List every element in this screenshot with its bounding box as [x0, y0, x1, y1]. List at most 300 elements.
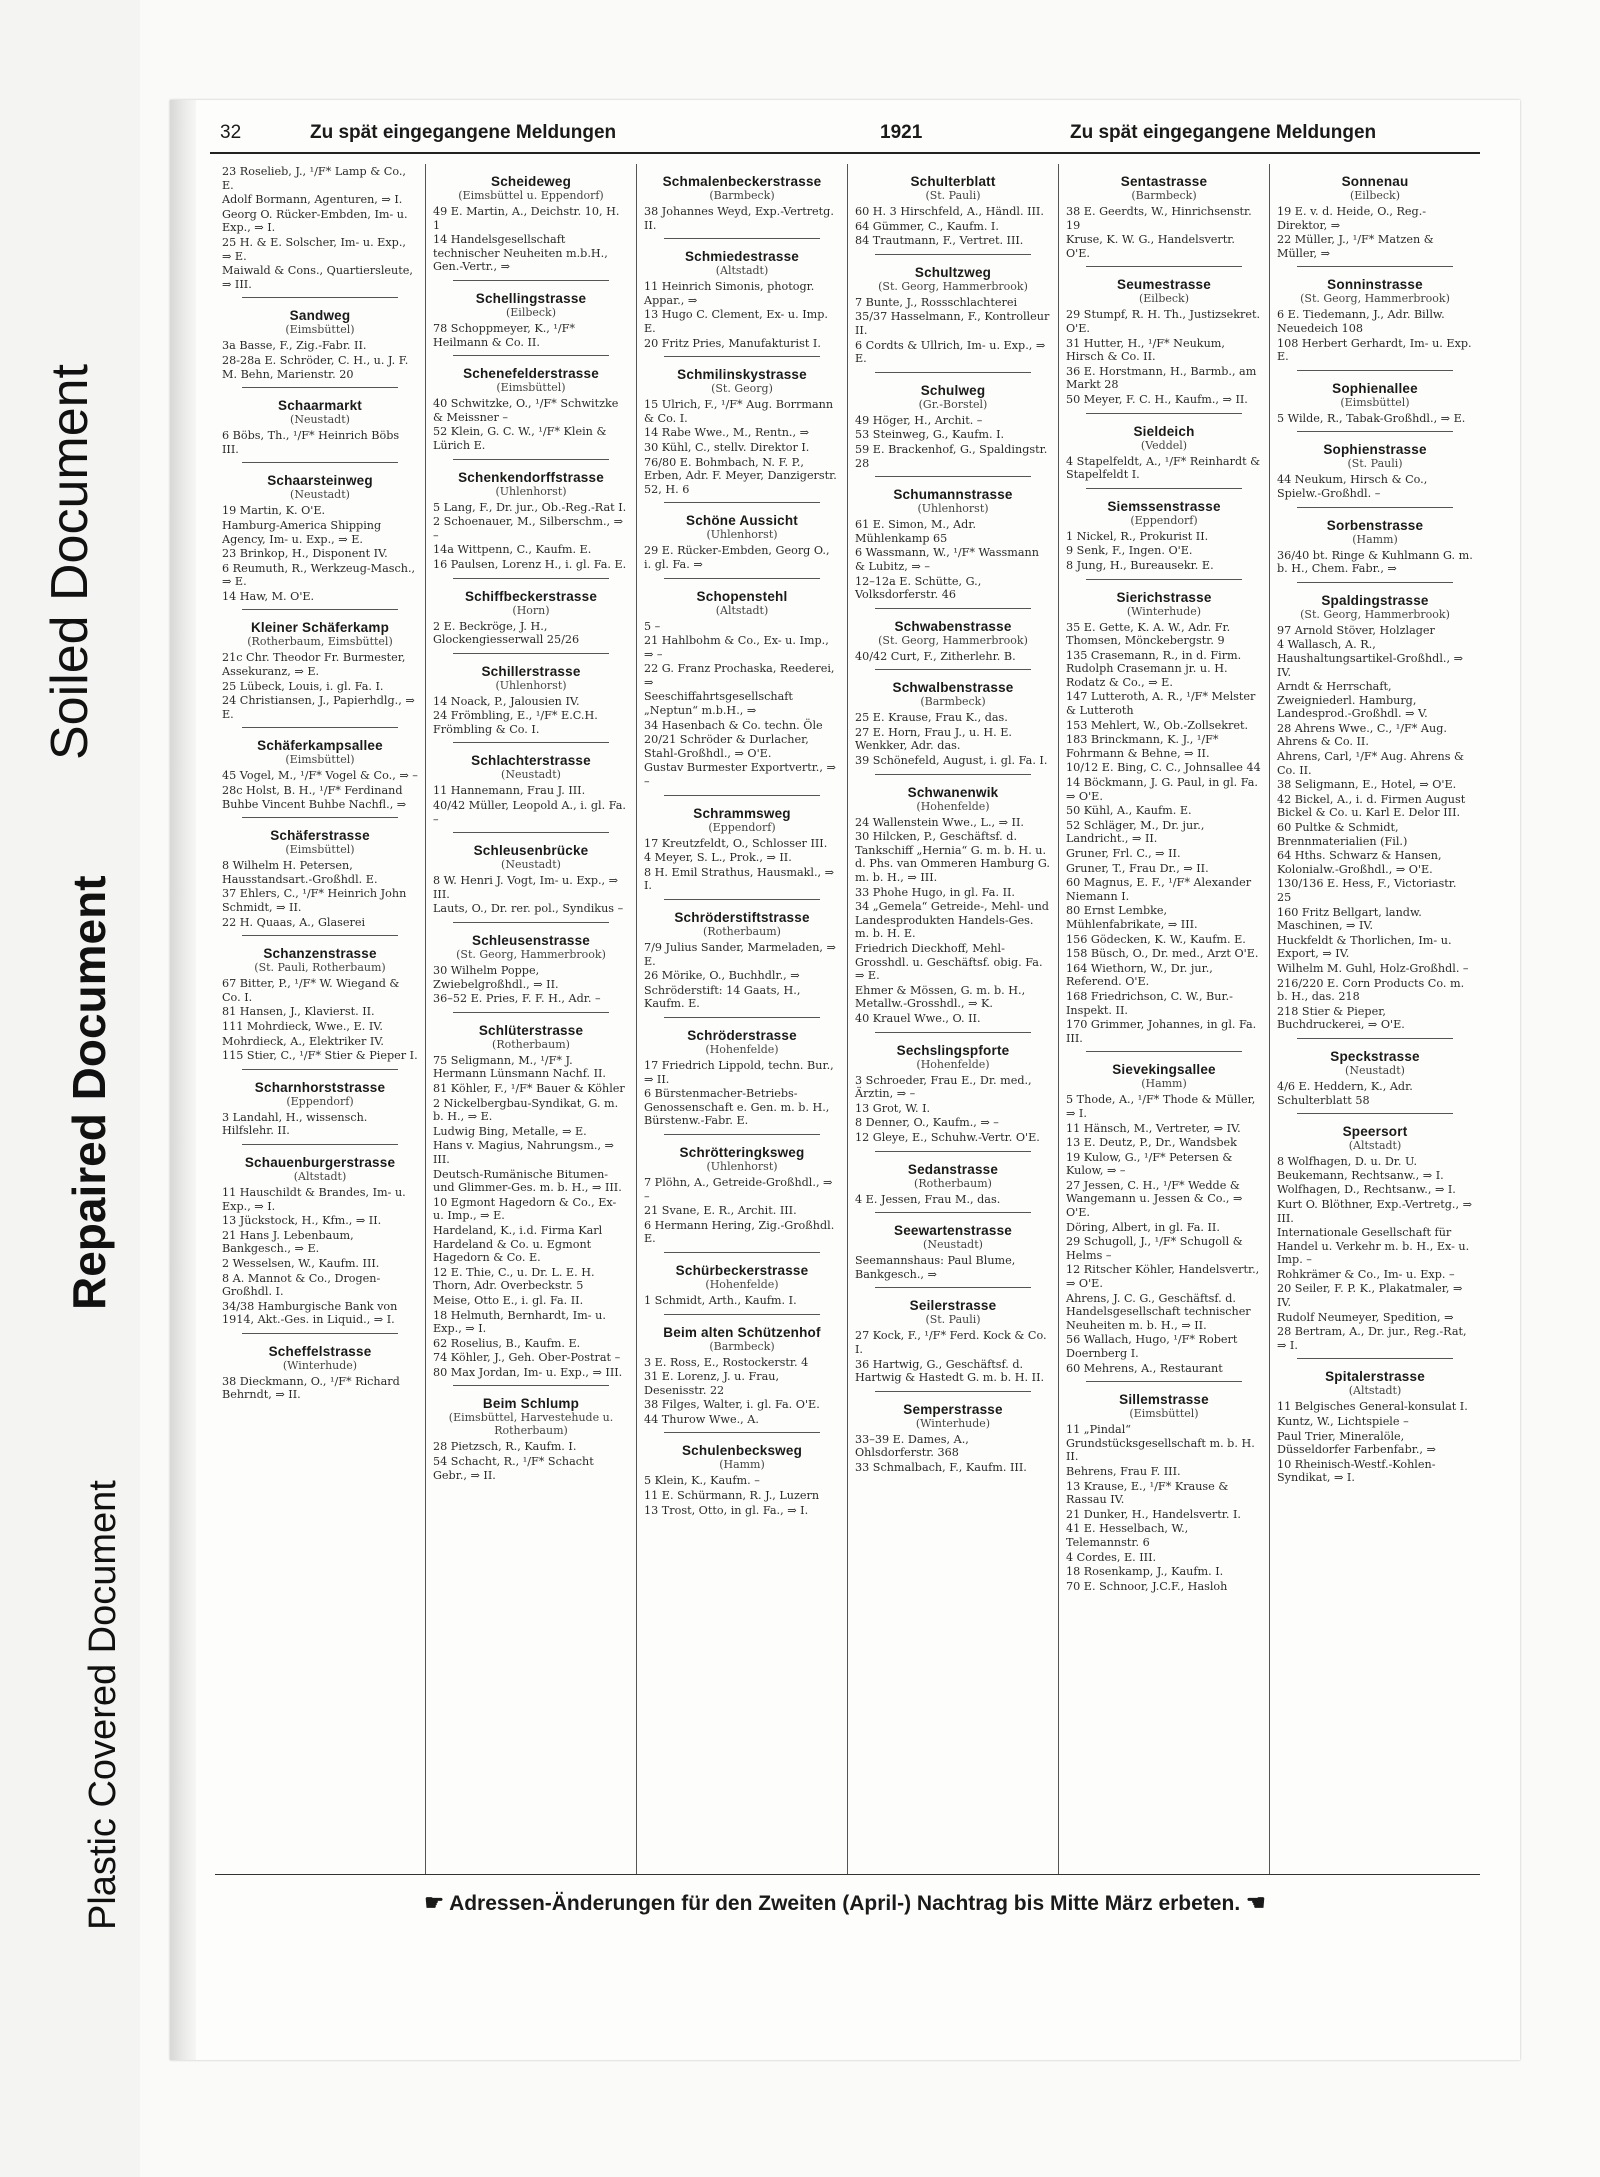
- street-heading: Schwanenwik: [907, 784, 999, 800]
- directory-entry: 216/220 E. Corn Products Co. m. b. H., das. 218: [1277, 976, 1465, 1004]
- district-label: (Uhlenhorst): [706, 528, 778, 542]
- directory-entry: 164 Wiethorn, W., Dr. jur., Referend. O'E.: [1066, 961, 1213, 989]
- directory-column: [215, 164, 426, 1874]
- directory-entry: Seeschiffahrtsgesellschaft „Neptun“ m.b.H., ⇒: [644, 690, 793, 718]
- street-heading: Beim alten Schützenhof: [663, 1324, 821, 1340]
- directory-entry: 25 H. & E. Solscher, Im- u. Exp., ⇒ E.: [222, 235, 406, 263]
- pointing-hand-icon: ☛: [424, 1890, 444, 1915]
- directory-column: [637, 164, 848, 1874]
- street-heading: Speersort: [1342, 1124, 1408, 1140]
- district-label: (Winterhude): [915, 1416, 991, 1430]
- district-label: (Rotherbaum): [914, 1176, 992, 1190]
- directory-entry: 60 Mehrens, A., Restaurant: [1066, 1361, 1223, 1375]
- directory-entry: Hamburg-America Shipping Agency, Im- u. Exp., ⇒ E.: [222, 518, 382, 546]
- directory-entry: 30 Wilhelm Poppe, Zwiebelgroßhdl., ⇒ II.: [433, 964, 559, 991]
- directory-entry: 40/42 Müller, Leopold A., i. gl. Fa. –: [433, 799, 626, 826]
- directory-entry: 183 Brinckmann, K. J., ¹/F* Fohrmann & Behne, ⇒ II.: [1066, 733, 1219, 760]
- directory-entry: 27 Kock, F., ¹/F* Ferd. Kock & Co. I.: [855, 1329, 1047, 1356]
- directory-entry: 28c Holst, B. H., ¹/F* Ferdinand Buhbe Vincent Buhbe Nachfl., ⇒: [222, 784, 407, 811]
- directory-entry: 25 Lübeck, Louis, i. gl. Fa. I.: [222, 679, 384, 693]
- directory-entry: 8 H. Emil Strathus, Hausmakl., ⇒ I.: [644, 865, 835, 893]
- district-label: (Hamm): [719, 1458, 765, 1472]
- section-divider: [664, 1134, 820, 1135]
- district-label: (Horn): [512, 603, 550, 617]
- street-heading: Scheffelstrasse: [268, 1343, 372, 1359]
- directory-entry: 19 E. v. d. Heide, O., Reg.-Direktor, ⇒: [1277, 205, 1427, 232]
- directory-entry: Paul Trier, Mineralöle, Düsseldorfer Farbenfabr., ⇒: [1277, 1429, 1436, 1457]
- section-divider: [453, 922, 609, 923]
- directory-entry: 8 Wolfhagen, D. u. Dr. U. Beukemann, Rechtsanw., ⇒ I.: [1277, 1155, 1444, 1182]
- directory-entry: 28 Pietzsch, R., Kaufm. I.: [433, 1440, 577, 1454]
- district-label: (Eilbeck): [505, 305, 557, 319]
- directory-entry: 70 E. Schnoor, J.C.F., Hasloh: [1066, 1579, 1228, 1593]
- section-divider: [242, 462, 398, 463]
- section-divider: [875, 608, 1031, 609]
- section-divider: [453, 578, 609, 579]
- street-heading: Schleusenstrasse: [471, 933, 591, 949]
- directory-entry: 22 Müller, J., ¹/F* Matzen & Müller, ⇒: [1277, 233, 1434, 260]
- directory-entry: 5 Wilde, R., Tabak-Großhdl., ⇒ E.: [1277, 411, 1466, 425]
- district-label: (Uhlenhorst): [706, 1159, 778, 1173]
- directory-entry: 38 Johannes Weyd, Exp.-Vertretg. II.: [644, 205, 834, 232]
- district-label: (Uhlenhorst): [917, 502, 989, 516]
- directory-entry: 31 Hutter, H., ¹/F* Neukum, Hirsch & Co. II.: [1066, 336, 1225, 364]
- street-heading: Kleiner Schäferkamp: [250, 620, 390, 636]
- district-label: (Altstadt): [715, 603, 769, 617]
- directory-entry: 23 Brinkop, H., Disponent IV.: [222, 547, 388, 561]
- section-divider: [1297, 582, 1453, 583]
- directory-entry: 12 Ritscher Köhler, Handelsvertr., ⇒ O'E.: [1066, 1263, 1260, 1291]
- directory-entry: 28 Ahrens Wwe., C., ¹/F* Aug. Ahrens & Co. II.: [1277, 721, 1447, 749]
- section-divider: [242, 297, 398, 298]
- directory-entry: 6 Cordts & Ullrich, Im- u. Exp., ⇒ E.: [855, 338, 1046, 366]
- directory-entry: 35 E. Gette, K. A. W., Adr. Fr. Thomsen, Mönckebergstr. 9: [1066, 620, 1231, 648]
- directory-entry: 64 Gümmer, C., Kaufm. I.: [855, 219, 999, 233]
- section-divider: [875, 372, 1031, 373]
- directory-entry: 37 Ehlers, C., ¹/F* Heinrich John Schmidt, ⇒ II.: [222, 887, 407, 914]
- section-divider: [664, 899, 820, 900]
- directory-entry: 17 Kreutzfeldt, O., Schlosser III.: [644, 836, 828, 850]
- section-divider: [664, 1017, 820, 1018]
- district-label: (Hohenfelde): [705, 1277, 779, 1291]
- street-heading: Seilerstrasse: [909, 1298, 997, 1314]
- directory-entry: 13 Krause, E., ¹/F* Krause & Rassau IV.: [1066, 1479, 1229, 1507]
- section-divider: [664, 1252, 820, 1253]
- stamp-soiled-document: Soiled Document: [41, 364, 99, 760]
- street-heading: Speckstrasse: [1330, 1048, 1420, 1064]
- directory-entry: 7/9 Julius Sander, Marmeladen, ⇒ E.: [644, 941, 836, 968]
- directory-entry: 24 Wallenstein Wwe., L., ⇒ II.: [855, 815, 1024, 829]
- district-label: (Altstadt): [1348, 1384, 1402, 1398]
- directory-entry: Ehmer & Mössen, G. m. b. H., Metallw.-Grosshdl., ⇒ K.: [855, 983, 1026, 1011]
- district-label: (Eilbeck): [1138, 292, 1190, 306]
- section-divider: [1297, 266, 1453, 267]
- directory-entry: 4 Wallasch, A. R., Haushaltungsartikel-Großhdl., ⇒ IV.: [1277, 638, 1463, 679]
- district-label: (Hohenfelde): [916, 1057, 990, 1071]
- directory-entry: 11 Hauschildt & Brandes, Im- u. Exp., ⇒ I.: [222, 1185, 406, 1213]
- directory-entry: 60 Magnus, E. F., ¹/F* Alexander Niemann I.: [1066, 876, 1252, 903]
- section-divider: [1086, 1051, 1242, 1052]
- directory-entry: Hans v. Magius, Nahrungsm., ⇒ III.: [433, 1139, 614, 1166]
- directory-entry: 20 Seiler, F. P. K., Plakatmaler, ⇒ IV.: [1277, 1282, 1463, 1310]
- directory-entry: 56 Wallach, Hugo, ¹/F* Robert Doernberg I.: [1066, 1333, 1238, 1360]
- directory-entry: 26 Mörike, O., Buchhdlr., ⇒: [644, 969, 800, 983]
- directory-entry: Deutsch-Rumänische Bitumen- und Glimmer-Ges. m. b. H., ⇒ III.: [433, 1167, 622, 1195]
- directory-column: [1059, 164, 1270, 1874]
- street-heading: Schillerstrasse: [481, 663, 581, 679]
- directory-entry: 24 Frömbling, E., ¹/F* E.C.H. Frömbling & Co. I.: [433, 709, 598, 736]
- directory-column: [1270, 164, 1480, 1874]
- district-label: (Neustadt): [1345, 1063, 1405, 1077]
- directory-entry: Maiwald & Cons., Quartiersleute, ⇒ III.: [222, 264, 413, 291]
- district-label: (Hamm): [1141, 1077, 1187, 1091]
- section-divider: [453, 459, 609, 460]
- directory-entry: 14 Haw, M. O'E.: [222, 589, 315, 603]
- page-header: [210, 118, 1480, 154]
- section-divider: [1297, 507, 1453, 508]
- directory-entry: 13 E. Deutz, P., Dr., Wandsbek: [1066, 1136, 1237, 1150]
- district-label: (Barmbeck): [920, 695, 986, 709]
- section-divider: [1297, 1038, 1453, 1039]
- street-heading: Schäferkampsallee: [257, 738, 383, 754]
- directory-entry: 156 Gödecken, K. W., Kaufm. E.: [1066, 932, 1246, 946]
- section-divider: [1297, 1113, 1453, 1114]
- directory-entry: Ahrens, Carl, ¹/F* Aug. Ahrens & Co. II.: [1277, 750, 1465, 777]
- directory-entry: 14 Handelsgesellschaft technischer Neuheiten m.b.H., Gen.-Vertr., ⇒: [433, 233, 608, 274]
- directory-entry: 59 E. Brackenhof, G., Spaldingstr. 28: [855, 442, 1048, 470]
- directory-entry: 10 Egmont Hagedorn & Co., Ex- u. Imp., ⇒ E.: [433, 1195, 617, 1223]
- street-heading: Sierichstrasse: [1116, 589, 1212, 605]
- directory-columns: [215, 164, 1480, 1875]
- street-heading: Schmiedestrasse: [684, 249, 800, 265]
- directory-entry: 80 Ernst Lembke, Mühlenfabrikate, ⇒ III.: [1066, 904, 1198, 931]
- district-label: (Winterhude): [282, 1358, 358, 1372]
- street-heading: Schlüterstrasse: [478, 1022, 584, 1038]
- district-label: (Eimsbüttel): [1340, 395, 1410, 409]
- pointing-hand-icon: ☚: [1246, 1890, 1266, 1915]
- header-title-right: Zu spät eingegangene Meldungen: [1070, 122, 1377, 143]
- directory-entry: Wilhelm M. Guhl, Holz-Großhdl. –: [1277, 961, 1469, 975]
- directory-entry: 25 E. Krause, Frau K., das.: [855, 711, 1008, 725]
- district-label: (Eppendorf): [1130, 513, 1198, 527]
- directory-entry: 39 Schönefeld, August, i. gl. Fa. I.: [855, 754, 1048, 768]
- district-label: (St. Georg, Hammerbrook): [1300, 607, 1450, 621]
- directory-entry: 81 Hansen, J., Klavierst. II.: [222, 1005, 375, 1019]
- directory-entry: 29 Stumpf, R. H. Th., Justizsekret. O'E.: [1066, 308, 1261, 335]
- section-divider: [875, 1212, 1031, 1213]
- directory-entry: 33 Schmalbach, F., Kaufm. III.: [855, 1460, 1027, 1474]
- district-label: (Veddel): [1140, 438, 1188, 452]
- directory-column: [426, 164, 637, 1874]
- section-divider: [875, 774, 1031, 775]
- directory-entry: 12 E. Thie, C., u. Dr. L. E. H. Thorn, Adr. Overbeckstr. 5: [433, 1265, 595, 1293]
- directory-entry: 2 Wesselsen, W., Kaufm. III.: [222, 1256, 380, 1270]
- section-divider: [242, 727, 398, 728]
- directory-entry: 49 Höger, H., Archit. –: [855, 413, 983, 427]
- district-label: (Altstadt): [293, 1169, 347, 1183]
- header-year: 1921: [880, 122, 923, 143]
- directory-entry: 81 Köhler, F., ¹/F* Bauer & Köhler: [433, 1082, 625, 1095]
- district-label: (Neustadt): [501, 858, 561, 872]
- section-divider: [664, 502, 820, 503]
- directory-entry: Hardeland, K., i.d. Firma Karl Hardeland & Co. u. Egmont Hagedorn & Co. E.: [433, 1223, 603, 1265]
- directory-entry: 147 Lutteroth, A. R., ¹/F* Melster & Lutteroth: [1066, 690, 1256, 718]
- street-heading: Sorbenstrasse: [1326, 517, 1424, 533]
- directory-entry: Huckfeldt & Thorlichen, Im- u. Export, ⇒ IV.: [1277, 933, 1452, 961]
- directory-entry: 1 Schmidt, Arth., Kaufm. I.: [644, 1293, 797, 1307]
- directory-entry: Mohrdieck, A., Elektriker IV.: [222, 1034, 384, 1048]
- directory-entry: 60 H. 3 Hirschfeld, A., Händl. III.: [855, 205, 1044, 218]
- section-divider: [1297, 370, 1453, 371]
- street-heading: Schäferstrasse: [270, 828, 370, 844]
- section-divider: [453, 280, 609, 281]
- directory-entry: 8 Jung, H., Bureausekr. E.: [1066, 558, 1214, 572]
- street-heading: Spaldingstrasse: [1321, 592, 1429, 608]
- section-divider: [1086, 266, 1242, 267]
- directory-entry: 11 Hänsch, M., Vertreter, ⇒ IV.: [1066, 1121, 1241, 1135]
- directory-entry: 40 Schwitzke, O., ¹/F* Schwitzke & Meissner –: [433, 397, 619, 424]
- district-label: (Eppendorf): [286, 1094, 354, 1108]
- street-heading: Sillemstrasse: [1119, 1392, 1209, 1408]
- district-label: (Eppendorf): [708, 820, 776, 834]
- directory-entry: 12 Gleye, E., Schuhw.-Vertr. O'E.: [855, 1130, 1040, 1144]
- section-divider: [875, 1287, 1031, 1288]
- district-label: (Rotherbaum): [492, 1037, 570, 1051]
- district-label: (St. Georg): [711, 382, 773, 396]
- directory-entry: 20/21 Schröder & Durlacher, Stahl-Großhdl., ⇒ O'E.: [644, 733, 809, 760]
- street-heading: Spitalerstrasse: [1325, 1369, 1425, 1385]
- directory-entry: 3 E. Ross, E., Rostockerstr. 4: [644, 1355, 809, 1369]
- directory-entry: 16 Paulsen, Lorenz H., i. gl. Fa. E.: [433, 557, 627, 571]
- directory-entry: 29 E. Rücker-Embden, Georg O., i. gl. Fa. ⇒: [644, 544, 830, 571]
- district-label: (Eimsbüttel): [285, 843, 355, 857]
- section-divider: [1086, 579, 1242, 580]
- section-divider: [242, 817, 398, 818]
- directory-entry: 52 Schläger, M., Dr. jur., Landricht., ⇒ II.: [1066, 818, 1205, 846]
- directory-entry: Rohkrämer & Co., Im- u. Exp. –: [1277, 1267, 1455, 1281]
- street-heading: Beim Schlump: [482, 1396, 580, 1412]
- district-label: (Neustadt): [290, 488, 350, 502]
- directory-entry: 27 E. Horn, Frau J., u. H. E. Wenkker, Adr. das.: [855, 725, 1012, 753]
- directory-entry: 3 Landahl, H., wissensch. Hilfslehr. II.: [222, 1110, 368, 1138]
- directory-entry: 21 Hans J. Lebenbaum, Bankgesch., ⇒ E.: [222, 1228, 354, 1256]
- directory-entry: Döring, Albert, in gl. Fa. II.: [1066, 1220, 1220, 1234]
- directory-entry: 11 Heinrich Simonis, photogr. Appar., ⇒: [644, 280, 815, 307]
- directory-entry: 28-28a E. Schröder, C. H., u. J. F. M. Behn, Marienstr. 20: [222, 353, 409, 381]
- directory-entry: 153 Mehlert, W., Ob.-Zollsekret.: [1066, 718, 1249, 732]
- stamp-repaired-document: Repaired Document: [63, 875, 115, 1310]
- directory-entry: 4/6 E. Heddern, K., Adr. Schulterblatt 58: [1277, 1079, 1413, 1107]
- district-label: (Barmbeck): [1131, 189, 1197, 202]
- directory-entry: 44 Thurow Wwe., A.: [644, 1412, 759, 1426]
- directory-page: [170, 100, 1520, 2060]
- district-label: (Rotherbaum): [703, 925, 781, 938]
- street-heading: Sonninstrasse: [1327, 277, 1423, 293]
- directory-entry: 11 E. Schürmann, R. J., Luzern: [644, 1489, 820, 1503]
- directory-entry: 18 Helmuth, Bernhardt, Im- u. Exp., ⇒ I.: [433, 1308, 606, 1336]
- directory-entry: 218 Stier & Pieper, Buchdruckerei, ⇒ O'E.: [1277, 1004, 1405, 1032]
- section-divider: [453, 1385, 609, 1386]
- directory-entry: 170 Grimmer, Johannes, in gl. Fa. III.: [1066, 1018, 1257, 1045]
- district-label: (St. Georg, Hammerbrook): [878, 633, 1028, 647]
- directory-entry: 33–39 E. Dames, A., Ohlsdorferstr. 368: [855, 1432, 969, 1460]
- directory-entry: 8 W. Henri J. Vogt, Im- u. Exp., ⇒ III.: [433, 874, 619, 901]
- district-label: (Hohenfelde): [705, 1042, 779, 1056]
- district-label: (St. Pauli): [925, 1313, 981, 1327]
- directory-entry: 24 Christiansen, J., Papierhdlg., ⇒ E.: [222, 694, 415, 721]
- section-divider: [875, 254, 1031, 255]
- section-divider: [453, 355, 609, 356]
- directory-entry: 78 Schoppmeyer, K., ¹/F* Heilmann & Co. II.: [433, 321, 576, 349]
- street-heading: Schulenbecksweg: [681, 1443, 803, 1459]
- section-divider: [875, 476, 1031, 477]
- directory-entry: 14 Noack, P., Jalousien IV.: [433, 694, 580, 708]
- street-heading: Schaarmarkt: [278, 398, 362, 414]
- district-label: (St. Georg, Hammerbrook): [456, 948, 606, 962]
- directory-entry: 21 Svane, E. R., Archit. III.: [644, 1204, 797, 1218]
- directory-entry: 6 Böbs, Th., ¹/F* Heinrich Böbs III.: [222, 429, 400, 456]
- district-label: (Eimsbüttel): [1129, 1407, 1199, 1421]
- footer-notice: Adressen-Änderungen für den Zweiten (April-) Nachtrag bis Mitte März erbeten.: [449, 1892, 1241, 1915]
- section-divider: [664, 238, 820, 239]
- section-divider: [1086, 1381, 1242, 1382]
- district-label: (Rotherbaum, Eimsbüttel): [247, 635, 393, 649]
- street-heading: Sechslingspforte: [896, 1042, 1010, 1058]
- directory-entry: 21 Dunker, H., Handelsvertr. I.: [1066, 1507, 1241, 1521]
- directory-entry: 36 Hartwig, G., Geschäftsf. d. Hartwig & Hastedt G. m. b. H. II.: [855, 1357, 1045, 1385]
- district-label: (Eimsbüttel, Harvestehude u. Rotherbaum): [448, 1411, 614, 1438]
- street-heading: Schmilinskystrasse: [677, 367, 807, 383]
- directory-entry: 80 Max Jordan, Im- u. Exp., ⇒ III.: [433, 1365, 623, 1379]
- directory-entry: 6 E. Tiedemann, J., Adr. Billw. Neuedeich 108: [1277, 308, 1445, 335]
- directory-entry: 41 E. Hesselbach, W., Telemannstr. 6: [1066, 1522, 1189, 1549]
- directory-entry: 6 Wassmann, W., ¹/F* Wassmann & Lubitz, ⇒ –: [855, 546, 1039, 573]
- section-divider: [453, 653, 609, 654]
- directory-entry: 3 Schroeder, Frau E., Dr. med., Ärztin, ⇒ –: [855, 1073, 1032, 1101]
- street-heading: Schellingstrasse: [475, 290, 587, 306]
- directory-entry: 54 Schacht, R., ¹/F* Schacht Gebr., ⇒ II.: [433, 1455, 594, 1482]
- street-heading: Scharnhorststrasse: [254, 1079, 386, 1095]
- directory-entry: 38 Filges, Walter, i. gl. Fa. O'E.: [644, 1398, 820, 1412]
- directory-entry: 8 Denner, O., Kaufm., ⇒ –: [855, 1116, 999, 1130]
- directory-entry: 75 Seligmann, M., ¹/F* J. Hermann Lünsmann Nachf. II.: [433, 1053, 606, 1081]
- section-divider: [664, 795, 820, 796]
- directory-entry: 4 Cordes, E. III.: [1066, 1550, 1157, 1564]
- street-heading: Seumestrasse: [1117, 277, 1211, 293]
- directory-entry: 160 Fritz Bellgart, landw. Maschinen, ⇒ IV.: [1277, 905, 1422, 933]
- directory-entry: Gruner, Frl. C., ⇒ II.: [1066, 847, 1181, 860]
- street-heading: Schrammsweg: [693, 805, 791, 821]
- directory-entry: Kruse, K. W. G., Handelsvertr. O'E.: [1066, 233, 1235, 260]
- directory-column: [848, 164, 1059, 1874]
- directory-entry: 5 Thode, A., ¹/F* Thode & Müller, ⇒ I.: [1066, 1093, 1256, 1120]
- street-heading: Schürbeckerstrasse: [675, 1262, 809, 1278]
- directory-entry: 5 –: [644, 619, 661, 633]
- street-heading: Sieldeich: [1133, 423, 1195, 439]
- section-divider: [1086, 488, 1242, 489]
- directory-entry: 13 Hugo C. Clement, Ex- u. Imp. E.: [644, 308, 828, 335]
- street-heading: Schumannstrasse: [893, 487, 1013, 503]
- section-divider: [453, 742, 609, 743]
- street-heading: Schöne Aussicht: [685, 513, 799, 529]
- street-heading: Schenefelderstrasse: [463, 366, 599, 382]
- directory-entry: 97 Arnold Stöver, Holzlager: [1277, 623, 1435, 637]
- directory-entry: 31 E. Lorenz, J. u. Frau, Desenisstr. 22: [644, 1370, 780, 1397]
- directory-entry: Georg O. Rücker-Embden, Im- u. Exp., ⇒ I.: [222, 207, 408, 235]
- section-divider: [875, 1032, 1031, 1033]
- street-heading: Schauenburgerstrasse: [244, 1154, 396, 1170]
- directory-entry: 23 Roselieb, J., ¹/F* Lamp & Co., E.: [222, 165, 406, 192]
- street-heading: Sedanstrasse: [907, 1161, 999, 1177]
- directory-entry: 50 Meyer, F. C. H., Kaufm., ⇒ II.: [1066, 392, 1248, 406]
- directory-entry: Ludwig Bing, Metalle, ⇒ E.: [433, 1124, 587, 1138]
- directory-entry: 30 Kühl, C., stellv. Direktor I.: [644, 440, 810, 454]
- directory-entry: 11 „Pindal“ Grundstücksgesellschaft m. b. H. II.: [1066, 1423, 1255, 1464]
- district-label: (Hamm): [1352, 532, 1398, 546]
- directory-entry: Friedrich Dieckhoff, Mehl-Grosshdl. u. Geschäftsf. obig. Fa. ⇒ E.: [855, 942, 1043, 983]
- directory-entry: 21c Chr. Theodor Fr. Burmester, Assekuranz, ⇒ E.: [222, 651, 406, 679]
- district-label: (Uhlenhorst): [495, 484, 567, 498]
- section-divider: [664, 356, 820, 357]
- directory-entry: 12–12a E. Schütte, G., Volksdorferstr. 46: [855, 574, 982, 602]
- archive-stamp-sidebar: [0, 0, 140, 2177]
- directory-entry: 36 E. Horstmann, H., Barmb., am Markt 28: [1066, 364, 1257, 392]
- section-divider: [664, 578, 820, 579]
- directory-entry: 10 Rheinisch-Westf.-Kohlen-Syndikat, ⇒ I.: [1277, 1457, 1436, 1485]
- district-label: (Altstadt): [715, 264, 769, 278]
- district-label: (Eimsbüttel): [285, 323, 355, 337]
- district-label: (St. Pauli, Rotherbaum): [254, 961, 386, 975]
- directory-entry: 44 Neukum, Hirsch & Co., Spielw.-Großhdl. –: [1277, 473, 1428, 500]
- street-heading: Sandweg: [289, 308, 351, 324]
- directory-entry: 168 Friedrichson, C. W., Bur.-Inspekt. II.: [1066, 989, 1233, 1017]
- directory-entry: Adolf Bormann, Agenturen, ⇒ I.: [222, 193, 403, 207]
- directory-entry: 36–52 E. Pries, F. F. H., Adr. –: [433, 992, 601, 1006]
- directory-entry: 34 „Gemela“ Getreide-, Mehl- und Landesprodukten Handels-Ges. m. b. H. E.: [855, 900, 1049, 941]
- section-divider: [242, 387, 398, 388]
- stamp-plastic-covered-document: Plastic Covered Document: [82, 1480, 124, 1930]
- district-label: (St. Pauli): [925, 189, 981, 202]
- directory-entry: 53 Steinweg, G., Kaufm. I.: [855, 428, 1005, 442]
- directory-entry: Ahrens, J. C. G., Geschäftsf. d. Handelsgesellschaft technischer Neuheiten m. b. H., ⇒ II.: [1066, 1291, 1251, 1332]
- directory-entry: 8 Wilhelm H. Petersen, Hausstandsart.-Großhdl. E.: [222, 859, 378, 886]
- directory-entry: 14 Böckmann, J. G. Paul, in gl. Fa. ⇒ O'E.: [1066, 776, 1258, 803]
- directory-entry: 36/40 bt. Ringe & Kuhlmann G. m. b. H., Chem. Fabr., ⇒: [1277, 548, 1473, 576]
- directory-entry: Kuntz, W., Lichtspiele –: [1277, 1415, 1409, 1429]
- directory-entry: 22 H. Quaas, A., Glaserei: [222, 915, 366, 929]
- street-heading: Schopenstehl: [696, 588, 788, 604]
- street-heading: Schulterblatt: [910, 174, 996, 189]
- directory-entry: 30 Hilcken, P., Geschäftsf. d. Tankschiff „Hernia“ G. m. b. H. u. d. Phs. van Ommeren Hamburg G. m. b. H., ⇒ III.: [855, 830, 1050, 885]
- directory-entry: Gustav Burmester Exportvertr., ⇒ –: [644, 761, 836, 789]
- directory-entry: 2 Nickelbergbau-Syndikat, G. m. b. H., ⇒ E.: [433, 1096, 619, 1124]
- directory-entry: Rudolf Neumeyer, Spedition, ⇒: [1277, 1310, 1454, 1324]
- district-label: (Altstadt): [1348, 1139, 1402, 1153]
- directory-entry: 7 Bunte, J., Rossschlachterei: [855, 295, 1018, 309]
- street-heading: Schwabenstrasse: [894, 618, 1012, 634]
- directory-entry: 5 Klein, K., Kaufm. –: [644, 1474, 760, 1488]
- section-divider: [242, 1333, 398, 1334]
- section-divider: [242, 935, 398, 936]
- directory-entry: 7 Plöhn, A., Getreide-Großhdl., ⇒ –: [644, 1175, 833, 1203]
- directory-entry: 84 Trautmann, F., Vertret. III.: [855, 234, 1024, 248]
- directory-entry: Schröderstift: 14 Gaats, H., Kaufm. E.: [644, 983, 801, 1011]
- section-divider: [242, 1069, 398, 1070]
- street-heading: Schaarsteinweg: [267, 473, 373, 489]
- directory-entry: 45 Vogel, M., ¹/F* Vogel & Co., ⇒ –: [222, 769, 418, 783]
- directory-entry: 1 Nickel, R., Prokurist II.: [1066, 529, 1209, 543]
- directory-entry: 6 Bürstenmacher-Betriebs-Genossenschaft e. Gen. m. b. H., Bürstenw.-Fabr. E.: [644, 1087, 830, 1128]
